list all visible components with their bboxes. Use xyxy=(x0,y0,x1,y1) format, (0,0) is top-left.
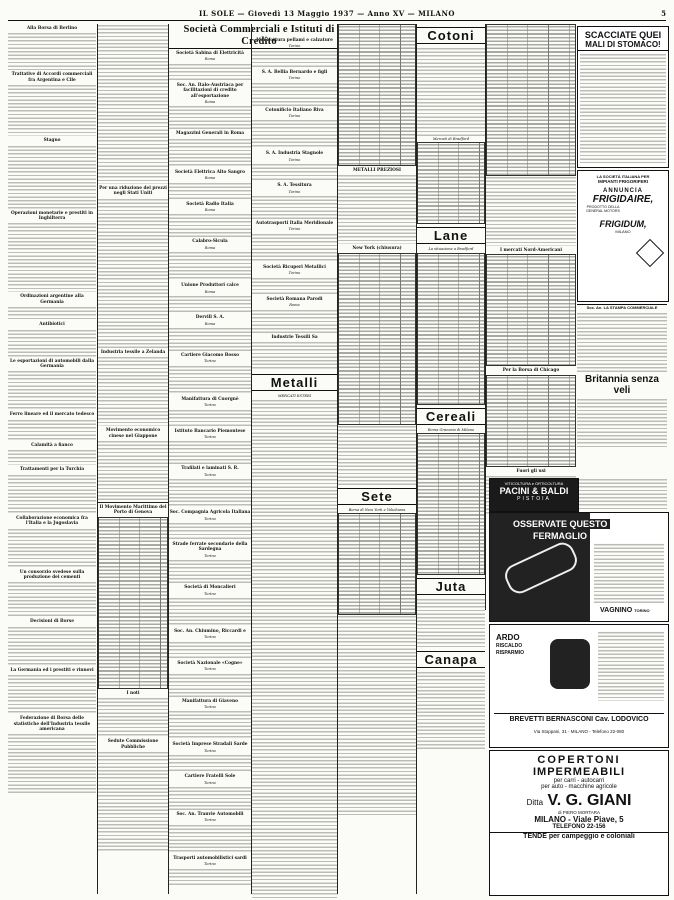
company-city: Torino xyxy=(288,44,301,49)
cereals-table xyxy=(417,433,485,575)
company-name: Autotrasporti Italia Meridionale xyxy=(255,221,334,227)
paper-name: IL SOLE xyxy=(199,8,235,18)
company-name: Società Nazionale «Cogne» xyxy=(177,660,243,666)
issue-city: MILANO xyxy=(418,8,455,18)
company-name: Società Sabina di Elettricità xyxy=(176,51,244,56)
ad-copertoni xyxy=(489,750,669,896)
text-block xyxy=(338,425,416,485)
col1-heading-14: La Germania ed i prestiti e rinnovi xyxy=(10,667,94,673)
text-block xyxy=(252,82,337,106)
text-block xyxy=(8,84,96,136)
silk-subtitle: Borsa di New York e Yokohama xyxy=(348,507,406,512)
company-name: S. A. Tessitura xyxy=(277,183,312,189)
text-block xyxy=(8,370,96,410)
text-block xyxy=(169,182,251,200)
text-block xyxy=(8,222,96,292)
text-block xyxy=(169,327,251,351)
text-block xyxy=(169,673,251,697)
text-block xyxy=(252,309,337,333)
ad-headline: OSSERVATE QUESTO xyxy=(510,519,610,529)
text-block xyxy=(252,233,337,263)
company-name: Manifattura di Giaveno xyxy=(181,698,238,704)
text-block xyxy=(579,478,667,510)
chicago-table xyxy=(486,375,576,467)
text-block xyxy=(8,674,96,714)
text-block xyxy=(8,733,96,793)
text-block xyxy=(252,399,337,899)
ad-brand: FRIGIDAIRE, xyxy=(592,194,654,205)
text-block xyxy=(169,868,251,886)
company-city: Torino xyxy=(204,359,216,364)
masthead-line: IL SOLE — Giovedì 13 Maggio 1937 — Anno XV — MILANO xyxy=(199,8,455,18)
company-city: Torino xyxy=(288,157,301,162)
banner-spacer xyxy=(252,24,337,36)
col1-heading-11: Collaborazione economica fra l'Italia e la Jugoslavia xyxy=(16,515,88,527)
column-1 xyxy=(8,24,96,894)
ad-line: RISCALDO xyxy=(496,643,523,649)
column-4 xyxy=(251,24,337,894)
text-block xyxy=(417,671,485,751)
cereals-subtitle: Borsa Granaria di Milano xyxy=(427,427,475,432)
ad-line: di PIERO MORTARA xyxy=(557,810,601,815)
ad-brand-2: BREVETTI BERNASCONI Cav. LODOVICO xyxy=(494,713,664,723)
ad-text xyxy=(594,543,664,603)
company-name: Cotonificio Italiano Riva xyxy=(265,107,324,113)
ad-headline-2: MALI DI STOMACO! xyxy=(578,40,668,51)
company-city: Roma xyxy=(204,57,216,62)
ad-headline-2: FERMAGLIO xyxy=(530,531,590,541)
col2-heading-5: I noti xyxy=(126,690,140,696)
text-block xyxy=(169,251,251,281)
company-city: Roma xyxy=(204,208,216,213)
company-name: Società Elettrica Alto Sangro xyxy=(174,169,246,175)
divider xyxy=(98,502,168,503)
text-block xyxy=(8,528,96,568)
company-name: Società Romana Parodi xyxy=(266,296,323,302)
company-city: Torino xyxy=(204,434,216,439)
company-name: Cartiere Fratelli Sole xyxy=(184,774,236,780)
col2-heading-4: Il Movimento Marittimo del Porto di Genova xyxy=(99,505,167,516)
ad-frigidaire xyxy=(577,170,669,302)
ad-line: RISPARMIO xyxy=(496,650,524,656)
col1-heading-1: Alla Borsa di Berlino xyxy=(26,26,78,31)
company-list xyxy=(169,51,251,886)
company-name: S. A. Industria Stagnole xyxy=(265,151,324,157)
text-block xyxy=(8,419,96,441)
text-block xyxy=(169,824,251,854)
company-name: Trafilati e laminati S. R. xyxy=(181,466,239,472)
ad-line: per auto - macchine agricole xyxy=(541,784,617,790)
col5-heading-1: METALLI PREZIOSI xyxy=(353,168,401,173)
col2-heading-1: Per una riduzione dei prezzi negli Stati Uniti xyxy=(99,186,167,197)
heater-icon xyxy=(550,639,590,689)
col1-heading-3: Stagno xyxy=(43,138,61,144)
shipping-table xyxy=(98,517,168,689)
text-block xyxy=(169,559,251,583)
col7-heading-1: I mercati Nord-Americani xyxy=(499,248,563,253)
company-city: Torino xyxy=(288,114,301,119)
ad-line: ANNUNCIA xyxy=(603,188,643,194)
silk-section-title: Sete xyxy=(338,488,416,505)
text-block xyxy=(169,63,251,81)
col1-heading-5: Ordinazioni argentine alla Germania xyxy=(20,294,84,305)
ad-line: MILANO xyxy=(615,229,631,234)
company-name: Calabro-Sicula xyxy=(192,239,228,245)
ad-stomach xyxy=(577,26,669,168)
company-name: Trasporti automobilistici sardi xyxy=(173,855,247,861)
metals-subtitle: MERCATI ESTERI xyxy=(277,393,312,398)
ad-fermaglio xyxy=(489,512,669,622)
text-block xyxy=(8,449,96,465)
exchange-table xyxy=(486,24,576,176)
company-city: Roma xyxy=(204,245,216,250)
text-block xyxy=(169,641,251,659)
metals-section-title: Metalli xyxy=(252,374,337,391)
gm-logo-icon xyxy=(636,239,664,267)
company-city: Roma xyxy=(204,321,216,326)
ad-text xyxy=(598,631,664,701)
company-name: Cartiere Giacomo Bosso xyxy=(181,352,239,358)
text-block xyxy=(169,365,251,395)
company-name: Manifattura di Cuorgnè xyxy=(181,396,239,402)
company-city: Roma xyxy=(204,176,216,181)
text-block xyxy=(417,47,485,137)
col1-heading-7: Le esportazioni di automobili dalla Germania xyxy=(9,358,95,370)
price-table xyxy=(338,24,416,166)
text-block xyxy=(8,306,96,320)
cotton-table xyxy=(417,142,485,224)
company-city: Torino xyxy=(204,862,216,867)
company-city: Torino xyxy=(204,403,216,408)
ad-brand-row: Ditta V. G. GIANI xyxy=(526,792,632,809)
company-name: Magazzini Generali in Roma xyxy=(175,131,245,137)
col7-heading-3: Fuori gli usi xyxy=(516,468,546,474)
col1-heading-12: Un consorzio svedese sulla produzione dei cementi xyxy=(19,569,85,580)
text-block xyxy=(98,697,168,737)
masthead xyxy=(8,6,666,21)
text-block xyxy=(486,176,576,246)
company-city: Torino xyxy=(204,553,216,558)
company-list-2 xyxy=(252,38,337,371)
ad-text xyxy=(577,312,667,372)
na-table xyxy=(486,254,576,366)
text-block xyxy=(98,356,168,426)
wool-subtitle: La situazione a Bradford xyxy=(428,247,474,252)
ny-table xyxy=(338,253,416,425)
ad-headline: SCACCIATE QUEI xyxy=(584,30,662,40)
column-5 xyxy=(337,24,416,894)
text-block xyxy=(169,522,251,540)
ad-line: IMPIANTI FRIGORIFERI xyxy=(598,179,648,184)
company-name: Società Radio Italia xyxy=(186,201,234,207)
col1-heading-8: Ferro lineare ed il mercato tedesco xyxy=(9,412,95,418)
text-block xyxy=(98,198,168,348)
text-block xyxy=(98,24,168,184)
text-block xyxy=(8,145,96,209)
issue-year: Anno XV xyxy=(367,8,405,18)
issue-date: Giovedì 13 Maggio 1937 xyxy=(247,8,355,18)
col1-heading-10: Trattamenti per la Turchia xyxy=(20,467,84,473)
company-city: Torino xyxy=(288,271,301,276)
company-name: Unione Produttori calce xyxy=(181,283,239,289)
ad-brand: PACINI & BALDI xyxy=(499,486,569,496)
company-city: Torino xyxy=(288,76,301,81)
col7-heading-2: Per la Borsa di Chicago xyxy=(502,368,560,374)
jute-section-title: Juta xyxy=(417,578,485,595)
company-city: Torino xyxy=(204,818,216,823)
text-block xyxy=(169,597,251,627)
ad-text xyxy=(580,53,666,163)
col1-heading-9: Calamità a fianco xyxy=(31,442,73,448)
ad-brand-2: FRIGIDUM, xyxy=(599,219,647,229)
text-block xyxy=(169,440,251,464)
text-block xyxy=(252,119,337,149)
ad-stampa xyxy=(577,304,667,444)
cereals-section-title: Cereali xyxy=(417,408,485,425)
text-block xyxy=(8,329,96,357)
silk-table xyxy=(338,513,416,615)
column-2 xyxy=(97,24,168,894)
company-name: Società di Moncalieri xyxy=(184,585,236,591)
text-block xyxy=(169,105,251,129)
text-block xyxy=(252,163,337,181)
col1-heading-2: Trattative di Accordi commerciali fra Argentina e Cile xyxy=(11,72,93,83)
text-block xyxy=(252,195,337,219)
wool-section-title: Lane xyxy=(417,227,485,244)
company-city: Torino xyxy=(204,705,216,710)
col1-heading-6: Antibiotici xyxy=(39,322,65,328)
col5-heading-2: New York (chiusura) xyxy=(352,246,402,252)
text-block xyxy=(169,710,251,740)
col2-heading-3: Movimento economico cinese nel Giappone xyxy=(105,428,161,439)
text-block xyxy=(8,32,96,70)
company-name: Manifattura pellami e calzature xyxy=(256,38,333,43)
cotton-subtitle: Mercati di Bradford xyxy=(432,137,470,141)
col1-heading-4: Operazioni monetarie e prestiti in Inghilterra xyxy=(10,210,94,222)
ad-line: VITICOLTURA e ORTICOLTURA xyxy=(504,481,564,486)
ad-headline-2: IMPERMEABILI xyxy=(532,766,626,778)
ad-headline: COPERTONI xyxy=(537,754,621,766)
company-name: Soc. An. Tranvie Automobili xyxy=(176,812,244,818)
ad-headline: Britannia senza veli xyxy=(585,374,659,396)
company-name: Società Imprese Stradali Sarde xyxy=(172,742,248,748)
col2-heading-2: Industria tessile a Zelanda xyxy=(100,349,166,355)
company-city: Torino xyxy=(204,591,216,596)
text-block xyxy=(169,213,251,237)
company-name: Istituto Bancario Piemontese xyxy=(174,428,246,434)
company-city: Roma xyxy=(204,289,216,294)
company-city: Torino xyxy=(204,635,216,640)
col2-heading-6: Sedute Commissione Pubbliche xyxy=(107,739,159,750)
ad-line: Soc. An. LA STAMPA COMMERCIALE xyxy=(577,304,667,310)
col1-heading-15: Federazione di Borsa delle statistiche dell'Industria tessile americana xyxy=(13,716,91,732)
ad-line: PRODOTTO DELLA GENERAL MOTORS xyxy=(586,205,620,213)
text-block xyxy=(169,786,251,810)
text-block xyxy=(98,751,168,851)
text-block xyxy=(8,626,96,666)
ad-line: per carri - autocarri xyxy=(553,778,605,784)
page-number: 5 xyxy=(661,8,666,18)
ad-pacini-baldi xyxy=(489,478,579,512)
company-name: Soc. Compagnia Agricola Italiana xyxy=(169,510,251,516)
company-city: Torino xyxy=(288,227,301,232)
company-city: Torino xyxy=(204,780,216,785)
company-city: Torino xyxy=(204,667,216,672)
text-block xyxy=(338,174,416,244)
text-block xyxy=(252,50,337,68)
company-name: Soc. An. Chiumino, Riccardi e xyxy=(174,629,246,634)
company-city: Roma xyxy=(289,303,300,308)
wool-table xyxy=(417,253,485,405)
ad-address: MILANO - Viale Piave, 5 xyxy=(534,815,624,824)
ad-text xyxy=(577,398,667,448)
col1-heading-13: Decisioni di Borse xyxy=(30,619,74,625)
company-name: Dervill S. A. xyxy=(195,315,225,321)
company-city: Torino xyxy=(288,189,301,194)
company-name: Soc. An. Italo-Austriaca per facilitazioni di credito all'esportazione xyxy=(176,82,244,99)
ad-brand: VAGNINO TORINO xyxy=(600,607,650,614)
company-name: Industrie Tessili Sa xyxy=(271,334,318,340)
hemp-section-title: Canapa xyxy=(417,651,485,668)
section-banner: Società Commerciali e Istituti di Credito xyxy=(169,24,349,49)
company-city: Torino xyxy=(204,516,216,521)
text-block xyxy=(8,581,96,617)
company-name: S. A. Bellia Bernardo e figli xyxy=(261,69,328,75)
cotton-section-title: Cotoni xyxy=(417,27,485,44)
ad-line: PISTOIA xyxy=(517,496,551,502)
company-name: Strade ferrate secondarie della Sardegna xyxy=(172,541,248,553)
company-city: Roma xyxy=(204,100,216,105)
ad-ardo xyxy=(489,624,669,748)
text-block xyxy=(338,615,416,815)
ad-line: LA SOCIETÀ ITALIANA PER xyxy=(596,174,650,179)
text-block xyxy=(252,341,337,371)
text-block xyxy=(98,440,168,500)
company-name: Società Ricuperi Metallici xyxy=(263,264,326,270)
text-block xyxy=(169,295,251,313)
ad-brand: ARDO xyxy=(496,633,520,642)
text-block xyxy=(252,277,337,295)
text-block xyxy=(8,474,96,514)
ad-footer: TENDE per campeggio e coloniali xyxy=(490,832,668,840)
company-city: Torino xyxy=(204,472,216,477)
column-6 xyxy=(416,24,485,894)
company-city: Torino xyxy=(204,748,216,753)
text-block xyxy=(169,138,251,168)
ad-phone: TELEFONO 22-156 xyxy=(552,824,606,830)
text-block xyxy=(417,598,485,648)
text-block xyxy=(169,754,251,772)
ad-address: Via Stoppani, 31 - MILANO - Telefono 22-080 xyxy=(533,729,625,734)
text-block xyxy=(169,409,251,427)
text-block xyxy=(169,478,251,508)
